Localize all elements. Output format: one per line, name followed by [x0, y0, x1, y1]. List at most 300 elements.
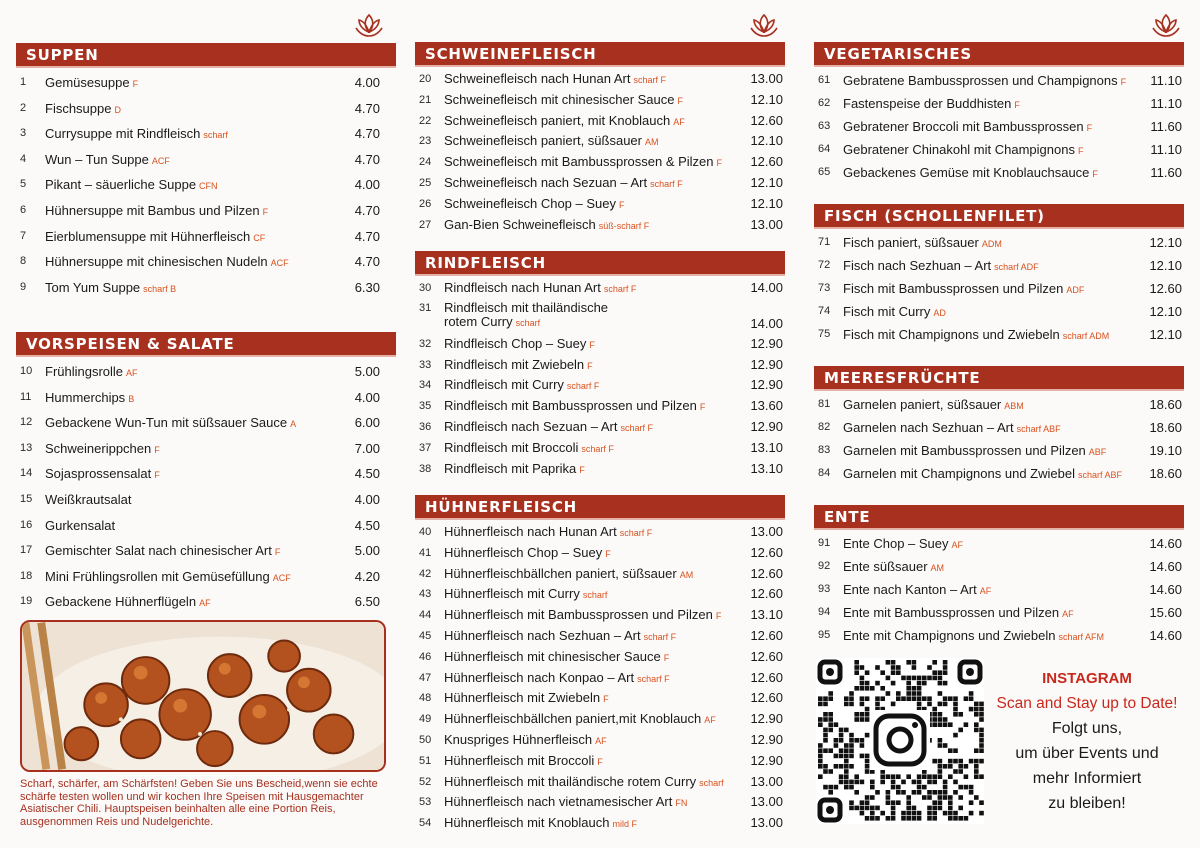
item-price: 12.10 [1149, 327, 1182, 343]
menu-item [16, 224, 396, 250]
item-name-text: Schweinefleisch paniert, mit Knoblauch [444, 112, 671, 128]
item-name-text: Ente süßsauer [843, 559, 928, 575]
item-price: 4.00 [354, 177, 380, 193]
item-number: 23 [419, 135, 432, 148]
allergen-tag: ACF [272, 572, 291, 583]
allergen-tag: mild F [612, 819, 637, 830]
instagram-promo [990, 666, 1184, 816]
section-title: RINDFLEISCH [415, 251, 785, 276]
item-name-text: Schweinefleisch nach Hunan Art [444, 71, 631, 86]
allergen-tag: ACF [151, 155, 170, 166]
item-name [45, 275, 176, 303]
item-name-text: Fisch nach Sezhuan – Art [843, 258, 992, 274]
item-name-text: Schweinefleisch mit chinesischer Sauce [444, 91, 675, 107]
item-name [444, 173, 683, 195]
instagram-line: mehr Informiert [1032, 770, 1142, 787]
instagram-line: um über Events und [1015, 745, 1159, 762]
item-price: 4.70 [354, 202, 380, 218]
allergen-tag: F [154, 470, 160, 481]
menu-item [415, 194, 785, 215]
item-price: 4.00 [354, 491, 380, 507]
item-number: 51 [419, 754, 432, 767]
allergen-tag: scharf [515, 317, 541, 328]
item-price: 13.00 [750, 216, 783, 232]
item-price: 14.60 [1149, 559, 1182, 575]
item-name-text: Hühnerfleisch mit chinesischer Sauce [444, 648, 661, 664]
item-price: 12.90 [750, 377, 783, 393]
item-price: 4.70 [354, 126, 380, 142]
item-name-text: Mini Frühlingsrollen mit Gemüsefüllung [45, 568, 270, 584]
item-price: 12.90 [750, 711, 783, 727]
item-name [843, 323, 1109, 348]
item-name [444, 355, 593, 377]
allergen-tag: AF [199, 598, 211, 609]
item-name-text: Gebratener Chinakohl mit Champignons [843, 142, 1075, 158]
menu-item [415, 564, 785, 585]
instagram-line: zu bleiben! [1048, 795, 1126, 812]
item-name-text: Hühnerfleisch nach Hunan Art [444, 524, 617, 539]
item-price: 12.10 [1149, 258, 1182, 274]
item-name-text: Rindfleisch mit Bambussprossen und Pilzen [444, 398, 697, 414]
item-name [444, 709, 716, 731]
section-meeresfruechte [814, 366, 1184, 485]
item-number: 19 [20, 595, 33, 608]
allergen-tag: AF [704, 715, 716, 726]
lotus-icon [748, 12, 780, 40]
item-name-text: Schweinerippchen [45, 440, 152, 456]
item-name-text: Ente mit Bambussprossen und Pilzen [843, 605, 1060, 621]
item-price: 4.50 [354, 517, 380, 533]
item-name [444, 751, 603, 773]
menu-item [16, 96, 396, 122]
menu-item [16, 359, 396, 385]
item-price: 15.60 [1149, 605, 1182, 621]
item-name [45, 410, 296, 438]
item-number: 24 [419, 156, 432, 169]
item-price: 5.00 [354, 364, 380, 379]
section-title: VEGETARISCHES [814, 42, 1184, 67]
item-name-text: Eierblumensuppe mit Hühnerfleisch [45, 228, 251, 244]
menu-item [16, 487, 396, 513]
item-price: 18.60 [1149, 397, 1182, 412]
item-number: 61 [818, 74, 831, 86]
menu-item [814, 393, 1184, 416]
menu-item [415, 131, 785, 152]
menu-item [415, 438, 785, 459]
item-number: 81 [818, 398, 831, 410]
menu-item [16, 564, 396, 590]
item-name-text: Fisch paniert, süßsauer [843, 235, 979, 250]
item-name [45, 385, 134, 413]
item-price: 6.50 [354, 594, 380, 610]
item-price: 12.90 [750, 731, 783, 747]
allergen-tag: F [1120, 77, 1127, 87]
item-name [843, 416, 1061, 441]
item-name-text: Ente nach Kanton – Art [843, 582, 977, 598]
item-number: 49 [419, 713, 432, 726]
item-name [45, 564, 291, 592]
item-number: 22 [419, 114, 432, 127]
allergen-tag: CFN [199, 181, 218, 192]
menu-item [415, 334, 785, 355]
item-name [444, 69, 666, 91]
allergen-tag: scharf ABF [1077, 470, 1122, 481]
item-name-text: Wun – Tun Suppe [45, 151, 149, 167]
allergen-tag: B [128, 393, 135, 404]
item-number: 12 [20, 416, 33, 429]
item-price: 12.60 [750, 669, 783, 685]
item-number: 47 [419, 671, 432, 684]
allergen-tag: F [677, 95, 683, 106]
item-number: 13 [20, 441, 33, 454]
item-name [45, 224, 265, 252]
item-number: 15 [20, 492, 33, 505]
item-name [843, 624, 1104, 649]
item-number: 31 [419, 301, 432, 314]
item-price: 19.10 [1149, 443, 1182, 459]
item-name-text: Tom Yum Suppe [45, 279, 141, 295]
item-price: 13.00 [750, 794, 783, 810]
allergen-tag: scharf F [633, 75, 666, 85]
allergen-tag: scharf ADM [1062, 331, 1110, 342]
item-number: 30 [419, 282, 432, 294]
allergen-tag: F [603, 694, 609, 705]
item-name [444, 459, 585, 481]
item-number: 3 [20, 127, 27, 140]
item-name [444, 301, 694, 330]
item-name [444, 152, 722, 174]
menu-item [415, 111, 785, 132]
item-price: 12.10 [750, 91, 783, 107]
allergen-tag: A [290, 419, 297, 430]
item-name-text: Garnelen nach Sezhuan – Art [843, 420, 1014, 436]
allergen-tag: scharf [699, 777, 724, 788]
item-price: 14.60 [1149, 536, 1182, 551]
item-name-text: Gebackene Hühnerflügeln [45, 594, 197, 610]
item-price: 4.70 [354, 254, 380, 270]
item-price: 12.90 [750, 335, 783, 351]
menu-item [415, 215, 785, 236]
allergen-tag: FN [675, 798, 688, 809]
item-price: 12.60 [750, 544, 783, 560]
allergen-tag: AF [595, 735, 607, 746]
item-name-text: Rindfleisch nach Sezuan – Art [444, 418, 618, 434]
item-number: 48 [419, 692, 432, 705]
allergen-tag: F [1086, 123, 1093, 134]
item-price: 13.00 [750, 773, 783, 789]
item-name [843, 462, 1122, 487]
item-number: 64 [818, 143, 831, 156]
item-name-text: Gurkensalat [45, 517, 116, 533]
item-number: 41 [419, 546, 432, 559]
item-number: 52 [419, 775, 432, 788]
item-price: 7.00 [354, 440, 380, 456]
item-price: 4.50 [354, 466, 380, 482]
item-name [444, 131, 659, 153]
item-price: 13.10 [750, 439, 783, 455]
allergen-tag: AF [1062, 609, 1074, 620]
menu-item [415, 396, 785, 417]
item-name-text: Schweinefleisch mit Bambussprossen & Pilzen [444, 154, 714, 170]
item-price: 12.60 [750, 154, 783, 170]
footnote: Scharf, schärfer, am Schärfsten! Geben Sie uns Bescheid,wenn sie echte schärfe testen wollen und wir kochen Ihre Speisen mit Hausgemachter Asiatischer Chili. Hauptspeisen beinhalten alle eine Portion Reis, ausgenommen Reis und Nudelgerichte. [20, 778, 378, 828]
item-name-text: Gemüsesuppe [45, 75, 130, 90]
item-number: 10 [20, 365, 33, 377]
allergen-tag: F [663, 652, 670, 663]
item-name-text: Rindfleisch mit thailändische [444, 299, 609, 315]
item-number: 71 [818, 236, 831, 248]
item-name-text: Hühnerfleisch mit Curry [444, 586, 580, 602]
item-price: 14.00 [750, 315, 783, 331]
instagram-subtitle: Scan and Stay up to Date! [996, 695, 1178, 712]
item-name [45, 359, 138, 387]
item-price: 13.10 [750, 460, 783, 476]
item-number: 54 [419, 817, 432, 830]
menu-item [814, 462, 1184, 485]
menu-item [415, 90, 785, 111]
item-name-text: Hühnersuppe mit Bambus und Pilzen [45, 202, 260, 218]
allergen-tag: AF [951, 540, 964, 550]
item-name [444, 647, 669, 669]
item-name-text: Hühnerfleisch mit Zwiebeln [444, 690, 601, 706]
item-name [45, 436, 160, 464]
item-price: 4.70 [354, 151, 380, 167]
allergen-tag: D [114, 104, 121, 115]
item-name-text: Gan-Bien Schweinefleisch [444, 216, 596, 232]
item-price: 11.10 [1150, 96, 1182, 112]
item-number: 73 [818, 282, 831, 295]
item-number: 84 [818, 467, 831, 480]
item-name [45, 121, 228, 149]
item-name [843, 69, 1126, 94]
item-number: 17 [20, 544, 33, 557]
item-name [444, 688, 609, 710]
item-price: 12.60 [750, 565, 783, 581]
item-name [45, 172, 218, 200]
item-number: 43 [419, 588, 432, 601]
item-name [444, 522, 652, 544]
item-price: 12.60 [750, 648, 783, 664]
item-name-text: Sojasprossensalat [45, 466, 152, 482]
item-price: 12.60 [750, 690, 783, 706]
item-name-text: Garnelen mit Champignons und Zwiebel [843, 466, 1075, 482]
menu-item [415, 299, 785, 334]
item-name-text: Pikant – säuerliche Suppe [45, 177, 197, 193]
menu-item [415, 647, 785, 668]
item-name [45, 249, 289, 277]
section-title: VORSPEISEN & SALATE [16, 332, 396, 357]
item-name [444, 730, 607, 752]
menu-item [16, 70, 396, 96]
section-title: SCHWEINEFLEISCH [415, 42, 785, 67]
menu-item [814, 161, 1184, 184]
item-price: 12.60 [750, 586, 783, 602]
allergen-tag: AF [979, 586, 992, 597]
allergen-tag: F [715, 611, 722, 622]
section-vegetarisches [814, 42, 1184, 184]
item-name-text: Rindfleisch mit Broccoli [444, 439, 579, 455]
item-name-text: Fisch mit Curry [843, 304, 931, 320]
item-name [444, 396, 705, 418]
section-title: SUPPEN [16, 43, 396, 68]
item-price: 18.60 [1149, 466, 1182, 482]
menu-item [415, 459, 785, 480]
allergen-tag: scharf F [566, 381, 600, 392]
item-name-text: Schweinefleisch Chop – Suey [444, 195, 616, 211]
item-price: 13.00 [750, 71, 783, 86]
item-name [843, 231, 1002, 256]
item-name-text: rotem Curry [444, 313, 513, 329]
allergen-tag: F [605, 548, 611, 559]
menu-item [16, 172, 396, 198]
item-number: 82 [818, 421, 831, 434]
item-number: 11 [20, 390, 32, 403]
menu-item [415, 355, 785, 376]
item-number: 37 [419, 441, 432, 454]
item-number: 6 [20, 203, 27, 216]
item-number: 72 [818, 259, 831, 272]
item-price: 12.60 [1149, 281, 1182, 297]
item-price: 4.00 [354, 75, 380, 90]
item-number: 18 [20, 569, 33, 582]
menu-item [814, 115, 1184, 138]
item-name [843, 439, 1106, 464]
item-price: 14.60 [1149, 628, 1182, 644]
allergen-tag: F [262, 206, 269, 217]
item-price: 12.10 [750, 133, 783, 149]
item-name [45, 461, 160, 489]
item-number: 27 [419, 218, 432, 231]
menu-item [415, 522, 785, 543]
item-name-text: Ente Chop – Suey [843, 536, 949, 551]
lotus-icon [1150, 12, 1182, 40]
allergen-tag: scharf ABF [1016, 424, 1061, 435]
item-name-text: Gebratener Broccoli mit Bambussprossen [843, 119, 1084, 135]
item-name [444, 668, 670, 690]
item-name [843, 578, 991, 603]
allergen-tag: F [1092, 169, 1098, 180]
item-price: 6.30 [354, 279, 380, 295]
allergen-tag: scharf F [603, 284, 637, 294]
instagram-title: INSTAGRAM [1042, 670, 1132, 687]
section-fisch [814, 204, 1184, 346]
item-number: 38 [419, 462, 432, 475]
menu-item [16, 385, 396, 411]
allergen-tag: AM [679, 569, 694, 580]
item-number: 40 [419, 526, 432, 538]
item-name [444, 90, 683, 112]
item-name-text: Garnelen paniert, süßsauer [843, 397, 1002, 412]
item-price: 12.10 [1149, 235, 1182, 250]
menu-item [814, 69, 1184, 92]
allergen-tag: süß-scharf F [598, 220, 650, 231]
item-number: 44 [419, 609, 432, 622]
item-name [444, 417, 653, 439]
item-number: 92 [818, 560, 831, 573]
menu-item [814, 277, 1184, 300]
item-name-text: Hühnerfleisch mit thailändische rotem Curry [444, 773, 697, 789]
item-name [45, 70, 138, 98]
item-name [444, 792, 687, 814]
menu-item [415, 668, 785, 689]
allergen-tag: ABF [1088, 447, 1107, 458]
section-suppen [16, 43, 396, 300]
item-name [45, 589, 211, 617]
allergen-tag: F [699, 402, 706, 413]
menu-item [814, 601, 1184, 624]
lotus-icon [353, 12, 385, 40]
qr-code[interactable] [816, 658, 984, 824]
menu-item [16, 275, 396, 301]
item-name-text: Hühnerfleisch mit Knoblauch [444, 815, 610, 831]
item-name-text: Fastenspeise der Buddhisten [843, 96, 1012, 112]
item-name [843, 601, 1074, 626]
item-name [444, 584, 607, 606]
item-name [45, 96, 121, 124]
menu-item [814, 439, 1184, 462]
menu-item [16, 436, 396, 462]
item-name [843, 277, 1084, 302]
allergen-tag: AM [645, 137, 659, 148]
allergen-tag: scharf F [637, 673, 670, 684]
menu-item [16, 589, 396, 615]
item-number: 7 [20, 229, 27, 242]
item-name-text: Gebratene Bambussprossen und Champignons [843, 73, 1118, 88]
item-price: 12.90 [750, 752, 783, 768]
menu-item [814, 300, 1184, 323]
item-price: 14.60 [1149, 582, 1182, 598]
item-price: 13.10 [750, 607, 783, 623]
menu-item [415, 375, 785, 396]
item-number: 50 [419, 733, 432, 746]
menu-item [415, 584, 785, 605]
item-price: 11.10 [1150, 142, 1182, 158]
item-name [45, 538, 280, 566]
menu-item [16, 461, 396, 487]
allergen-tag: F [716, 158, 723, 169]
allergen-tag: scharf [203, 130, 228, 141]
item-name-text: Rindfleisch nach Hunan Art [444, 280, 601, 295]
section-schweinefleisch [415, 42, 785, 235]
allergen-tag: F [597, 756, 603, 767]
item-price: 12.10 [1149, 304, 1182, 320]
item-name-text: Fischsuppe [45, 100, 112, 116]
item-number: 4 [20, 152, 27, 165]
item-price: 12.60 [750, 627, 783, 643]
item-name-text: Rindfleisch Chop – Suey [444, 335, 587, 351]
item-number: 21 [419, 93, 432, 106]
item-name-text: Hummerchips [45, 389, 126, 405]
item-number: 83 [818, 444, 831, 457]
item-price: 12.10 [750, 195, 783, 211]
allergen-tag: ABM [1004, 401, 1024, 411]
menu-item [814, 231, 1184, 254]
item-name-text: Gebackenes Gemüse mit Knoblauchsauce [843, 165, 1090, 181]
menu-item [415, 772, 785, 793]
item-number: 2 [20, 101, 27, 114]
item-name-text: Gemischter Salat nach chinesischer Art [45, 543, 272, 559]
item-price: 12.90 [750, 356, 783, 372]
item-number: 91 [818, 537, 831, 549]
allergen-tag: F [587, 360, 593, 371]
menu-item [814, 624, 1184, 647]
item-name-text: Hühnerfleisch nach Konpao – Art [444, 669, 635, 685]
allergen-tag: scharf F [619, 528, 653, 538]
allergen-tag: ADM [981, 239, 1002, 249]
item-price: 12.60 [750, 112, 783, 128]
item-name-text: Hühnerfleisch mit Broccoli [444, 752, 595, 768]
item-name [444, 438, 614, 460]
